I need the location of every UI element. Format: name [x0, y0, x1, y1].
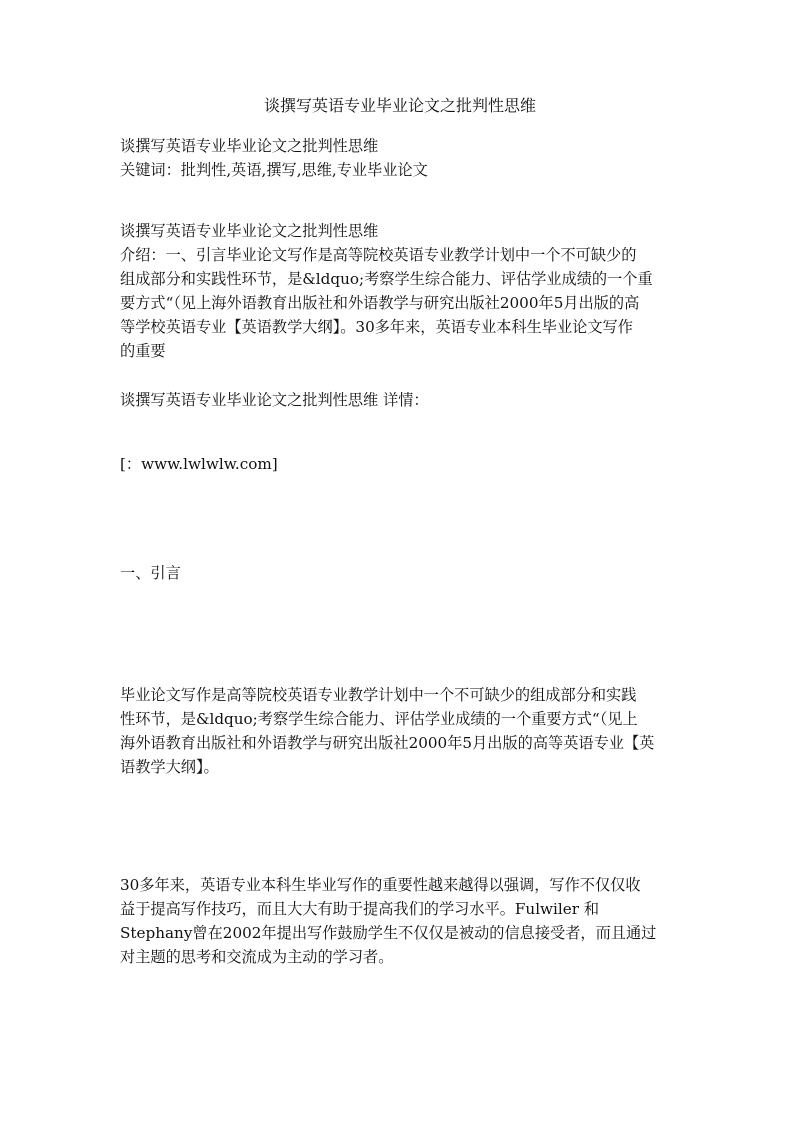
paragraph-line: Stephany曾在2002年提出写作鼓励学生不仅仅是被动的信息接受者，而且通过	[120, 924, 657, 942]
intro-heading: 谈撰写英语专业毕业论文之批判性思维	[120, 222, 379, 240]
header-block	[120, 134, 428, 182]
intro-line: 的重要	[120, 342, 166, 360]
document-subtitle: 谈撰写英语专业毕业论文之批判性思维	[120, 137, 379, 155]
intro-line: 等学校英语专业【英语教学大纲】。30多年来，英语专业本科生毕业论文写作	[120, 318, 633, 336]
section-heading: 一、引言	[120, 564, 181, 582]
source-link[interactable]: [：www.lwlwlw.com]	[120, 455, 278, 473]
intro-line: 组成部分和实践性环节，是&ldquo;考察学生综合能力、评估学业成绩的一个重	[120, 270, 653, 288]
section-heading-block	[120, 561, 181, 585]
document-title: 谈撰写英语专业毕业论文之批判性思维	[263, 96, 536, 115]
paragraph-1	[120, 683, 654, 779]
details-label: 谈撰写英语专业毕业论文之批判性思维 详情：	[120, 391, 429, 409]
paragraph-line: 益于提高写作技巧，而且大大有助于提高我们的学习水平。Fulwiler 和	[120, 900, 600, 918]
keywords-line: 关键词：批判性,英语,撰写,思维,专业毕业论文	[120, 161, 428, 179]
paragraph-line: 30多年来，英语专业本科生毕业写作的重要性越来越得以强调，写作不仅仅收	[120, 876, 641, 894]
details-block	[120, 388, 429, 412]
intro-block	[120, 219, 653, 363]
paragraph-line: 对主题的思考和交流成为主动的学习者。	[120, 948, 394, 966]
source-block	[120, 452, 278, 476]
paragraph-line: 海外语教育出版社和外语教学与研究出版社2000年5月出版的高等英语专业【英	[120, 734, 655, 752]
intro-line: 介绍：一、引言毕业论文写作是高等院校英语专业教学计划中一个不可缺少的	[120, 246, 637, 264]
paragraph-line: 毕业论文写作是高等院校英语专业教学计划中一个不可缺少的组成部分和实践	[120, 686, 637, 704]
paragraph-line: 语教学大纲】。	[120, 758, 219, 776]
paragraph-2	[120, 873, 656, 969]
intro-line: 要方式“（见上海外语教育出版社和外语教学与研究出版社2000年5月出版的高	[120, 294, 640, 312]
paragraph-line: 性环节，是&ldquo;考察学生综合能力、评估学业成绩的一个重要方式“（见上	[120, 710, 638, 728]
